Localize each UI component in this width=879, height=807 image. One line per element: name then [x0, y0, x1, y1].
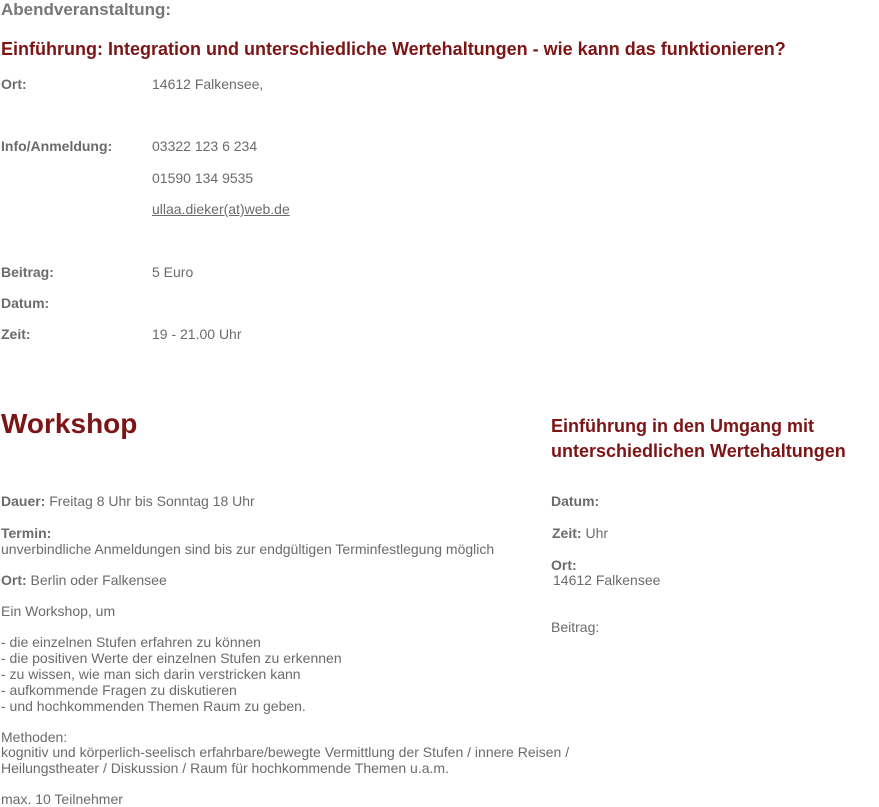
workshop-termin-label: Termin:	[1, 525, 52, 541]
side-zeit-value: Uhr	[581, 525, 609, 541]
side-beitrag-label: Beitrag:	[551, 619, 600, 635]
evening-phone-2: 01590 134 9535	[152, 170, 254, 186]
evening-heading: Abendveranstaltung:	[1, 0, 172, 19]
list-item: - und hochkommenden Themen Raum zu geben.	[1, 698, 306, 714]
list-item: - zu wissen, wie man sich darin verstricken kann	[1, 666, 301, 682]
side-ort-value: 14612 Falkensee	[553, 572, 661, 588]
evening-datum-label: Datum:	[1, 295, 50, 311]
workshop-methoden-line-1: kognitiv und körperlich-seelisch erfahrbare/bewegte Vermittlung der Stufen / innere Reisen /	[1, 744, 570, 760]
workshop-intro: Ein Workshop, um	[1, 603, 116, 619]
list-item: - aufkommende Fragen zu diskutieren	[1, 682, 237, 698]
evening-beitrag-value: 5 Euro	[152, 264, 194, 280]
evening-ort-value: 14612 Falkensee,	[152, 76, 264, 92]
workshop-dauer-label: Dauer:	[1, 493, 46, 509]
list-item: - die positiven Werte der einzelnen Stufen zu erkennen	[1, 650, 342, 666]
evening-ort-label: Ort:	[1, 76, 27, 92]
evening-title: Einführung: Integration und unterschiedliche Wertehaltungen - wie kann das funktionieren?	[1, 39, 786, 59]
list-item: - die einzelnen Stufen erfahren zu können	[1, 634, 261, 650]
workshop-bullet-list	[1, 634, 342, 714]
side-datum-label: Datum:	[551, 493, 600, 509]
workshop-methoden-line-2: Heilungstheater / Diskussion / Raum für hochkommende Themen u.a.m.	[1, 760, 449, 776]
evening-phone-1: 03322 123 6 234	[152, 138, 258, 154]
side-title-line-2: unterschiedlichen Wertehaltungen	[551, 441, 846, 461]
workshop-max-participants: max. 10 Teilnehmer	[1, 791, 123, 807]
evening-zeit-label: Zeit:	[1, 326, 31, 342]
evening-email-link[interactable]: ullaa.dieker(at)web.de	[152, 201, 290, 217]
workshop-ort-label: Ort:	[1, 572, 27, 588]
workshop-methoden-label: Methoden:	[1, 729, 68, 745]
evening-info-label: Info/Anmeldung:	[1, 138, 113, 154]
workshop-ort-value: Berlin oder Falkensee	[26, 572, 167, 588]
side-zeit	[552, 525, 608, 541]
side-title-line-1: Einführung in den Umgang mit	[551, 416, 814, 436]
workshop-ort	[1, 572, 167, 588]
side-title	[551, 414, 846, 464]
workshop-dauer	[1, 493, 255, 509]
evening-beitrag-label: Beitrag:	[1, 264, 54, 280]
evening-zeit-value: 19 - 21.00 Uhr	[152, 326, 242, 342]
workshop-termin-value: unverbindliche Anmeldungen sind bis zur endgültigen Terminfestlegung möglich	[1, 541, 495, 557]
side-zeit-label: Zeit:	[552, 525, 582, 541]
side-ort-label: Ort:	[551, 557, 577, 573]
workshop-dauer-value: Freitag 8 Uhr bis Sonntag 18 Uhr	[45, 493, 255, 509]
workshop-title: Workshop	[1, 408, 138, 439]
